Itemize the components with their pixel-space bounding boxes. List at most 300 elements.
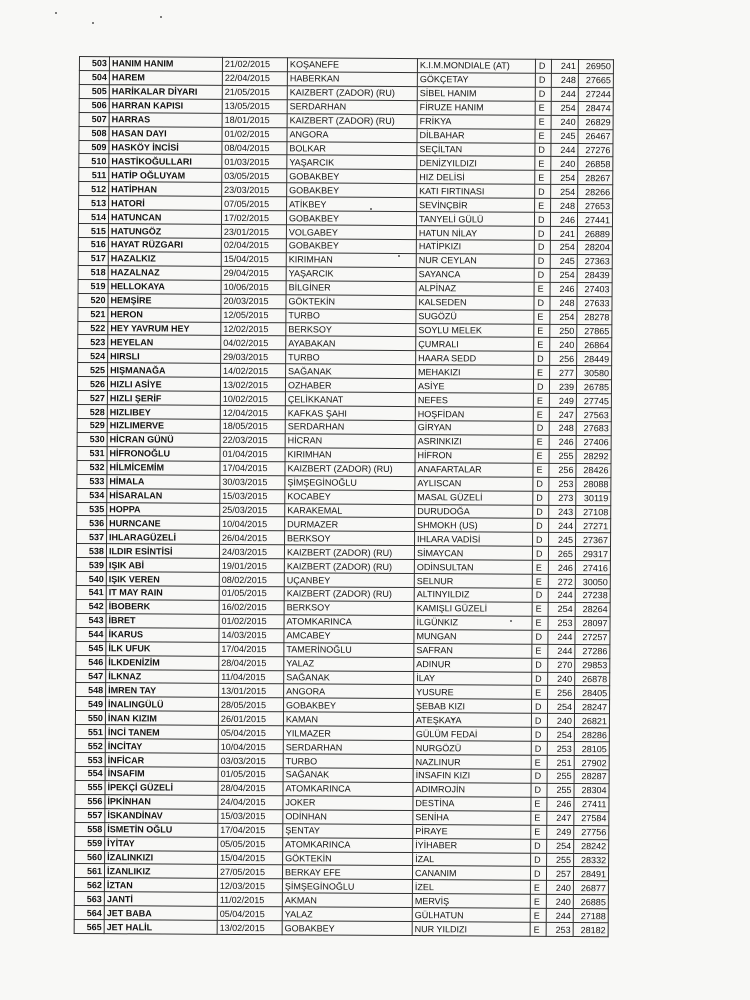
value-1: 241 (551, 59, 578, 73)
value-2: 27756 (574, 825, 609, 839)
dam-name: ALPİNAZ (416, 281, 534, 296)
sire-name: KAIZBERT (ZADOR) (RU) (287, 86, 417, 101)
sex-code: E (533, 393, 549, 407)
birth-date: 21/05/2015 (222, 85, 287, 99)
horse-name: İPKİNHAN (105, 795, 218, 810)
birth-date: 30/03/2015 (220, 475, 285, 489)
sire-name: KOŞANEFE (287, 58, 417, 73)
sire-name: GOBAKBEY (282, 921, 412, 936)
dam-name: FRİKYA (417, 114, 535, 129)
value-2: 27865 (577, 324, 612, 338)
row-number: 533 (77, 474, 107, 488)
row-number: 527 (77, 391, 107, 405)
birth-date: 10/06/2015 (221, 280, 286, 294)
sire-name: KIRIMHAN (285, 448, 415, 463)
row-number: 532 (77, 460, 107, 474)
dam-name: HATİPKIZI (416, 240, 534, 255)
birth-date: 16/02/2015 (219, 600, 284, 614)
row-number: 514 (78, 210, 108, 224)
birth-date: 18/05/2015 (220, 419, 285, 433)
sex-code: D (531, 853, 547, 867)
value-2: 27108 (576, 505, 611, 519)
row-number: 545 (76, 641, 106, 655)
row-number: 539 (76, 558, 106, 572)
dam-name: MERVİŞ (412, 894, 530, 909)
value-2: 27563 (576, 408, 611, 422)
value-1: 254 (551, 185, 578, 199)
birth-date: 22/04/2015 (222, 71, 287, 85)
row-number: 526 (77, 377, 107, 391)
sex-code: E (535, 101, 551, 115)
scan-speck (92, 22, 94, 24)
value-1: 241 (550, 226, 577, 240)
value-1: 244 (549, 519, 576, 533)
value-2: 30580 (577, 366, 612, 380)
dam-name: DESTİNA (413, 796, 531, 811)
horse-name: HANIM HANIM (109, 57, 222, 72)
sex-code: E (531, 825, 547, 839)
dam-name: HİFRON (415, 448, 533, 463)
sire-name: BİLGİNER (286, 281, 416, 296)
dam-name: HIZ DELİSİ (417, 170, 535, 185)
birth-date: 23/01/2015 (221, 224, 286, 238)
horse-name: HATORİ (109, 196, 222, 211)
value-2: 28405 (575, 686, 610, 700)
sire-name: KAIZBERT (ZADOR) (RU) (287, 113, 417, 128)
horse-name: İNCİTAY (105, 739, 218, 754)
value-2: 29317 (575, 547, 610, 561)
sex-code: D (531, 741, 547, 755)
value-1: 240 (550, 338, 577, 352)
row-number: 559 (75, 836, 105, 850)
value-1: 254 (547, 839, 574, 853)
sire-name: KARAKEMAL (285, 503, 415, 518)
horse-name: HARRAS (109, 112, 222, 127)
row-number: 529 (77, 418, 107, 432)
row-number: 550 (75, 711, 105, 725)
horse-name: HIZLI ŞERİF (107, 391, 220, 406)
value-2: 28264 (575, 602, 610, 616)
row-number: 510 (79, 154, 109, 168)
row-number: 519 (78, 279, 108, 293)
horse-name: İBOBERK (106, 600, 219, 615)
sex-code: D (533, 533, 549, 547)
dam-name: SİMAYCAN (414, 546, 532, 561)
dam-name: NEFES (415, 393, 533, 408)
value-1: 256 (550, 352, 577, 366)
value-2: 27584 (574, 811, 609, 825)
dam-name: ÇUMRALI (416, 337, 534, 352)
dam-name: MASAL GÜZELİ (415, 490, 533, 505)
horse-name: HELLOKAYA (108, 279, 221, 294)
sex-code: E (533, 449, 549, 463)
dam-name: SUGÖZÜ (416, 309, 534, 324)
birth-date: 26/01/2015 (218, 712, 283, 726)
value-1: 255 (547, 769, 574, 783)
sex-code: D (532, 588, 548, 602)
sex-code: D (532, 547, 548, 561)
birth-date: 01/05/2015 (219, 586, 284, 600)
value-1: 248 (551, 73, 578, 87)
dam-name: ASRINKIZI (415, 434, 533, 449)
horse-name: İYİTAY (105, 836, 218, 851)
horse-name: İZANLIKIZ (104, 864, 217, 879)
value-1: 244 (546, 909, 573, 923)
birth-date: 24/03/2015 (219, 545, 284, 559)
dam-name: YUSURE (414, 685, 532, 700)
sire-name: GÖKTEKİN (286, 294, 416, 309)
value-1: 250 (550, 324, 577, 338)
dam-name: KATI FIRTINASI (417, 184, 535, 199)
sire-name: UÇANBEY (284, 573, 414, 588)
birth-date: 26/04/2015 (220, 531, 285, 545)
dam-name: SEVİNÇBİR (417, 198, 535, 213)
birth-date: 01/03/2015 (222, 155, 287, 169)
value-1: 246 (547, 797, 574, 811)
sire-name: KAIZBERT (ZADOR) (RU) (284, 545, 414, 560)
value-2: 27745 (576, 394, 611, 408)
dam-name: ANAFARTALAR (415, 462, 533, 477)
sex-code: E (534, 282, 550, 296)
scan-speck (55, 12, 57, 14)
value-1: 245 (549, 533, 576, 547)
birth-date: 21/02/2015 (222, 57, 287, 71)
value-2: 28439 (577, 268, 612, 282)
value-2: 26785 (576, 380, 611, 394)
horse-name: HİCRAN GÜNÜ (107, 433, 220, 448)
row-number: 516 (78, 237, 108, 251)
sex-code: E (530, 895, 546, 909)
value-1: 248 (549, 421, 576, 435)
birth-date: 12/05/2015 (221, 308, 286, 322)
horse-name: HERON (108, 307, 221, 322)
row-number: 546 (76, 655, 106, 669)
dam-name: NUR YILDIZI (412, 922, 530, 937)
birth-date: 11/04/2015 (219, 670, 284, 684)
sire-name: SAĞANAK (286, 364, 416, 379)
birth-date: 12/04/2015 (220, 405, 285, 419)
sex-code: E (534, 310, 550, 324)
value-1: 255 (547, 783, 574, 797)
row-number: 521 (78, 307, 108, 321)
value-2: 28105 (574, 742, 609, 756)
birth-date: 28/04/2015 (219, 656, 284, 670)
dam-name: HATUN NİLAY (416, 226, 534, 241)
value-2: 28449 (577, 352, 612, 366)
dam-name: DİLBAHAR (417, 128, 535, 143)
value-2: 27276 (578, 143, 613, 157)
sire-name: ŞENTAY (283, 823, 413, 838)
birth-date: 07/05/2015 (222, 197, 287, 211)
value-2: 27286 (575, 644, 610, 658)
dam-name: SHMOKH (US) (415, 518, 533, 533)
value-1: 254 (551, 171, 578, 185)
value-1: 265 (548, 547, 575, 561)
horse-name: İKARUS (106, 627, 219, 642)
sex-code: D (535, 185, 551, 199)
dam-name: GİRYAN (415, 421, 533, 436)
birth-date: 05/04/2015 (217, 907, 282, 921)
dam-name: SENİHA (413, 810, 531, 825)
sex-code: D (531, 839, 547, 853)
dam-name: DURUDOĞA (415, 504, 533, 519)
value-2: 28278 (577, 310, 612, 324)
sire-name: VOLGABEY (286, 225, 416, 240)
sire-name: AYABAKAN (286, 336, 416, 351)
sex-code: D (532, 630, 548, 644)
horse-name: İSKANDİNAV (105, 808, 218, 823)
birth-date: 01/02/2015 (219, 614, 284, 628)
sire-name: ATİKBEY (287, 197, 417, 212)
row-number: 535 (77, 502, 107, 516)
sire-name: HABERKAN (287, 72, 417, 87)
dam-name: DENİZYILDIZI (417, 156, 535, 171)
value-1: 244 (548, 630, 575, 644)
horse-name: HIZLIMERVE (107, 419, 220, 434)
horse-name: İBRET (106, 614, 219, 629)
sex-code: E (534, 338, 550, 352)
sire-name: TAMERİNOĞLU (284, 642, 414, 657)
sex-code: E (532, 560, 548, 574)
sire-name: TURBO (283, 754, 413, 769)
row-number: 509 (79, 140, 109, 154)
value-1: 277 (550, 366, 577, 380)
value-2: 28474 (578, 101, 613, 115)
row-number: 538 (76, 544, 106, 558)
row-number: 536 (77, 516, 107, 530)
value-2: 26950 (578, 60, 613, 74)
horse-name: İLK UFUK (106, 641, 219, 656)
sire-name: DURMAZER (285, 517, 415, 532)
row-number: 505 (79, 84, 109, 98)
value-1: 254 (550, 268, 577, 282)
value-2: 28266 (578, 185, 613, 199)
value-1: 246 (548, 561, 575, 575)
sire-name: SAĞANAK (284, 670, 414, 685)
sire-name: GOBAKBEY (286, 239, 416, 254)
value-1: 245 (550, 254, 577, 268)
value-1: 240 (551, 115, 578, 129)
dam-name: ODİNSULTAN (414, 560, 532, 575)
value-1: 253 (547, 742, 574, 756)
sex-code: D (534, 254, 550, 268)
value-1: 254 (548, 602, 575, 616)
value-2: 27238 (575, 589, 610, 603)
value-1: 245 (551, 129, 578, 143)
horse-name: HEYELAN (108, 335, 221, 350)
value-2: 27633 (577, 296, 612, 310)
sire-name: KAIZBERT (ZADOR) (RU) (284, 587, 414, 602)
sex-code: D (531, 728, 547, 742)
birth-date: 13/01/2015 (219, 684, 284, 698)
value-2: 26821 (574, 714, 609, 728)
row-number: 507 (79, 112, 109, 126)
sex-code: D (531, 783, 547, 797)
birth-date: 29/03/2015 (221, 350, 286, 364)
value-1: 240 (548, 672, 575, 686)
sire-name: ATOMKARINCA (284, 615, 414, 630)
value-1: 239 (549, 380, 576, 394)
row-number: 517 (78, 251, 108, 265)
sex-code: E (534, 324, 550, 338)
sire-name: OZHABER (285, 378, 415, 393)
value-1: 273 (549, 491, 576, 505)
value-1: 256 (549, 463, 576, 477)
value-1: 249 (549, 394, 576, 408)
birth-date: 28/04/2015 (218, 781, 283, 795)
row-number: 562 (74, 878, 104, 892)
horse-name: İMREN TAY (106, 683, 219, 698)
sire-name: GOBAKBEY (287, 183, 417, 198)
sex-code: D (533, 505, 549, 519)
value-2: 27653 (578, 199, 613, 213)
value-1: 249 (547, 825, 574, 839)
dam-name: İLGÜNKIZ (414, 615, 532, 630)
row-number: 554 (75, 767, 105, 781)
row-number: 552 (75, 739, 105, 753)
sire-name: ANGORA (284, 684, 414, 699)
sire-name: HİCRAN (285, 434, 415, 449)
sex-code: D (533, 491, 549, 505)
sire-name: YALAZ (282, 907, 412, 922)
row-number: 534 (77, 488, 107, 502)
sex-code: E (532, 616, 548, 630)
horse-name: IHLARAGÜZELİ (107, 530, 220, 545)
value-2: 27406 (576, 435, 611, 449)
value-1: 253 (549, 477, 576, 491)
row-number: 541 (76, 586, 106, 600)
horse-name: IT MAY RAIN (106, 586, 219, 601)
birth-date: 01/02/2015 (222, 127, 287, 141)
value-2: 28182 (573, 923, 608, 937)
dam-name: SOYLU MELEK (416, 323, 534, 338)
sire-name: KAIZBERT (ZADOR) (RU) (285, 462, 415, 477)
birth-date: 11/02/2015 (217, 893, 282, 907)
value-2: 27244 (578, 87, 613, 101)
sex-code: D (532, 658, 548, 672)
sire-name: ATOMKARINCA (283, 782, 413, 797)
value-2: 27441 (577, 213, 612, 227)
sire-name: YALAZ (284, 656, 414, 671)
value-2: 26829 (578, 115, 613, 129)
dam-name: TANYELİ GÜLÜ (416, 212, 534, 227)
horse-name: HAZALKIZ (108, 252, 221, 267)
horse-name: HİSARALAN (107, 488, 220, 503)
sire-name: BERKSOY (286, 322, 416, 337)
sire-name: GOBAKBEY (286, 211, 416, 226)
sex-code: E (532, 686, 548, 700)
dam-name: CANANIM (412, 866, 530, 881)
sire-name: GOBAKBEY (283, 698, 413, 713)
birth-date: 08/04/2015 (222, 141, 287, 155)
value-1: 270 (548, 658, 575, 672)
horse-name: HAYAT RÜZGARI (108, 238, 221, 253)
row-number: 561 (74, 864, 104, 878)
sex-code: E (530, 909, 546, 923)
birth-date: 15/04/2015 (218, 851, 283, 865)
dam-name: NUR CEYLAN (416, 253, 534, 268)
sire-name: KAMAN (283, 712, 413, 727)
dam-name: İNSAFIN KIZI (413, 769, 531, 784)
dam-name: SEÇİLTAN (417, 142, 535, 157)
birth-date: 08/02/2015 (219, 572, 284, 586)
value-2: 28088 (576, 477, 611, 491)
dam-name: MUNGAN (414, 629, 532, 644)
sex-code: D (530, 867, 546, 881)
dam-name: AYLISCAN (415, 476, 533, 491)
row-number: 508 (79, 126, 109, 140)
row-number: 537 (77, 530, 107, 544)
value-1: 254 (550, 240, 577, 254)
value-1: 240 (546, 895, 573, 909)
value-2: 27416 (575, 561, 610, 575)
value-2: 26889 (577, 227, 612, 241)
horse-name: HIRSLI (108, 349, 221, 364)
row-number: 557 (75, 808, 105, 822)
row-number: 563 (74, 892, 104, 906)
birth-date: 17/04/2015 (218, 823, 283, 837)
row-number: 504 (79, 70, 109, 84)
dam-name: ADIMROJİN (413, 782, 531, 797)
value-1: 254 (550, 310, 577, 324)
birth-date: 13/05/2015 (222, 99, 287, 113)
sire-name: ANGORA (287, 127, 417, 142)
row-number: 524 (78, 349, 108, 363)
birth-date: 03/05/2015 (222, 169, 287, 183)
sex-code: E (530, 881, 546, 895)
horse-name: İNCİ TANEM (105, 725, 218, 740)
row-number: 513 (79, 196, 109, 210)
dam-name: K.I.M.MONDIALE (AT) (417, 59, 535, 74)
value-2: 28304 (574, 783, 609, 797)
sire-name: GÖKTEKİN (283, 851, 413, 866)
birth-date: 12/02/2015 (221, 322, 286, 336)
value-1: 240 (547, 714, 574, 728)
horse-name: HASTİKOĞULLARI (109, 154, 222, 169)
value-2: 30050 (575, 575, 610, 589)
horse-name: HAREM (109, 71, 222, 86)
row-number: 518 (78, 265, 108, 279)
sex-code: E (533, 435, 549, 449)
value-2: 26858 (578, 157, 613, 171)
sex-code: D (535, 87, 551, 101)
row-number: 556 (75, 794, 105, 808)
sex-code: D (533, 421, 549, 435)
dam-name: SAYANCA (416, 267, 534, 282)
birth-date: 10/04/2015 (218, 740, 283, 754)
value-1: 246 (550, 213, 577, 227)
value-1: 248 (551, 199, 578, 213)
value-2: 28332 (574, 853, 609, 867)
birth-date: 15/04/2015 (221, 252, 286, 266)
value-1: 244 (548, 588, 575, 602)
value-1: 255 (547, 853, 574, 867)
value-2: 27257 (575, 630, 610, 644)
dam-name: FİRUZE HANIM (417, 100, 535, 115)
sex-code: D (535, 73, 551, 87)
value-1: 246 (550, 282, 577, 296)
horse-name: HATİP OĞLUYAM (109, 168, 222, 183)
sire-name: ŞİMŞEGİNOĞLU (282, 879, 412, 894)
horse-name: HEY YAVRUM HEY (108, 321, 221, 336)
birth-date: 28/05/2015 (218, 698, 283, 712)
dam-name: İZEL (412, 880, 530, 895)
dam-name: ALTINYILDIZ (414, 588, 532, 603)
value-1: 253 (546, 923, 573, 937)
sire-name: SAĞANAK (283, 768, 413, 783)
dam-name: HOŞFİDAN (415, 407, 533, 422)
dam-name: NAZLINUR (413, 755, 531, 770)
